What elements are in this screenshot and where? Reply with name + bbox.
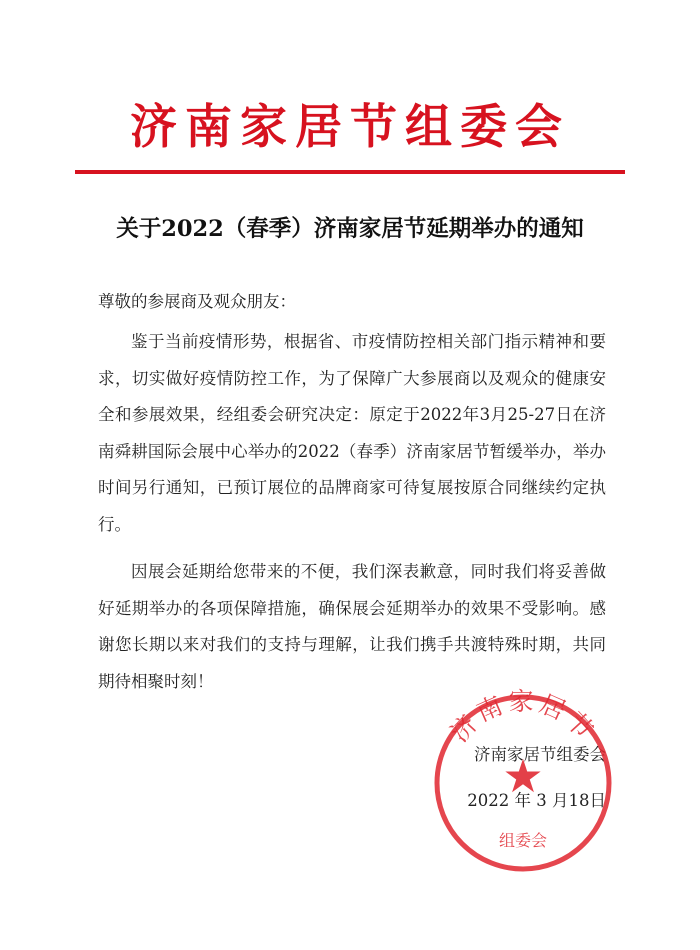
letterhead-red-rule	[75, 170, 625, 174]
signature-date: 2022 年 3 月18日	[467, 791, 606, 810]
seal-bottom-text: 组委会	[498, 831, 548, 850]
notice-body	[98, 324, 606, 711]
seal-arc-text: 济南家居节	[444, 688, 602, 748]
document-title: 关于2022（春季）济南家居节延期举办的通知	[116, 216, 584, 242]
letterhead-title: 济南家居节组委会	[130, 100, 570, 155]
salutation: 尊敬的参展商及观众朋友：	[98, 292, 296, 311]
signature-block	[0, 732, 606, 824]
body-paragraph-1: 鉴于当前疫情形势，根据省、市疫情防控相关部门指示精神和要求，切实做好疫情防控工作，为了保障广大参展商以及观众的健康安全和参展效果，经组委会研究决定：原定于2022年3月25-27日在济南舜耕国际会展中心举办的2022（春季）济南家居节暂缓举办，举办时间另行通知，已预订展位的品牌商家可待复展按原合同继续约定执行。	[98, 332, 606, 534]
body-paragraph-2: 因展会延期给您带来的不便，我们深表歉意，同时我们将妥善做好延期举办的各项保障措施，确保展会延期举办的效果不受影响。感谢您长期以来对我们的支持与理解，让我们携手共渡特殊时期，共同期待相聚时刻！	[98, 562, 606, 691]
signature-organization: 济南家居节组委会	[474, 745, 606, 764]
seal-star-icon: ★	[502, 749, 544, 803]
